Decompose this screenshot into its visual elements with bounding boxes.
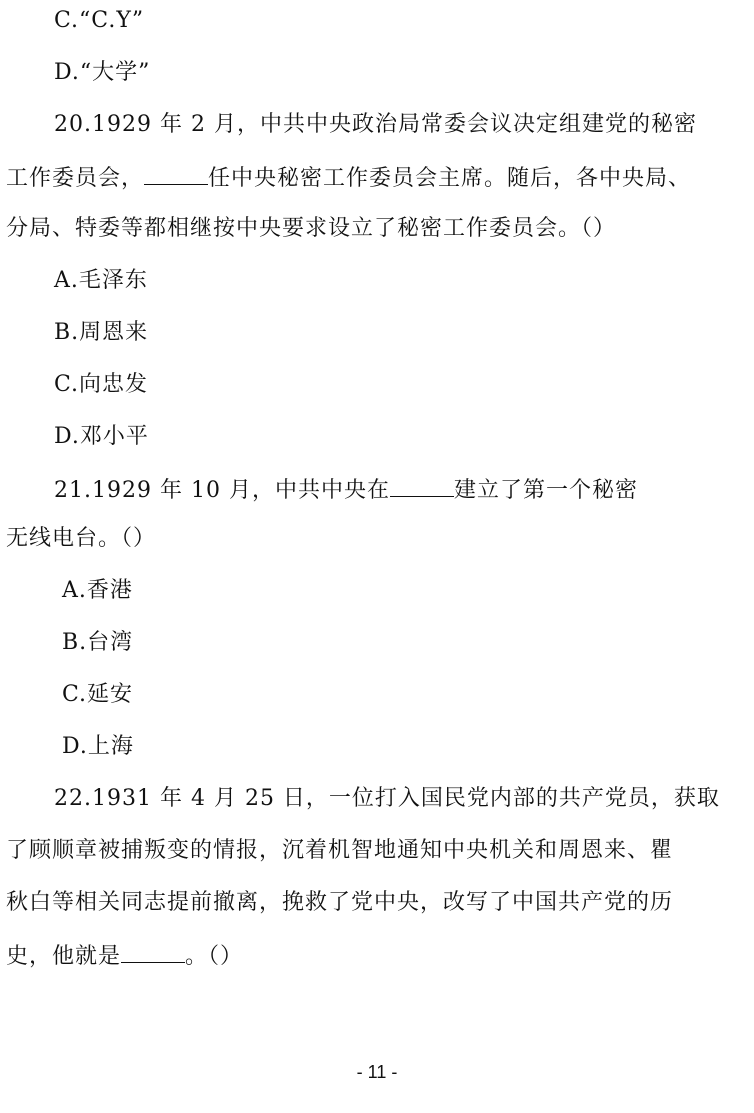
q22-stem-line-3: 秋白等相关同志提前撤离，挽救了党中央，改写了中国共产党的历: [6, 890, 674, 915]
q22-stem-line-4-after: 。（）: [185, 944, 244, 969]
q22-stem-line-4-before: 史，他就是: [6, 944, 122, 969]
q21-stem-line-1-before: 21.1929 年 10 月，中共中央在: [54, 478, 390, 503]
q22-stem-line-1: 22.1931 年 4 月 25 日，一位打入国民党内部的共产党员，获取: [54, 786, 720, 811]
q20-option-d: D.邓小平: [54, 424, 149, 449]
q20-stem-line-2-after: 任中央秘密工作委员会主席。随后，各中央局、: [208, 166, 692, 191]
q22-answer-blank: [121, 940, 185, 963]
q20-stem-line-2-before: 工作委员会，: [6, 166, 145, 191]
q19-option-d: D.“大学”: [54, 60, 151, 85]
q20-stem-line-1: 20.1929 年 2 月，中共中央政治局常委会议决定组建党的秘密: [54, 112, 697, 137]
q21-stem-line-1-after: 建立了第一个秘密: [453, 478, 638, 503]
q21-answer-blank: [390, 474, 454, 497]
q21-option-d: D.上海: [62, 734, 134, 759]
page-number: - 11 -: [356, 1062, 398, 1082]
q20-option-a: A.毛泽东: [54, 268, 148, 293]
q21-stem-line-1: [54, 474, 638, 506]
q21-option-a: A.香港: [62, 578, 133, 603]
q19-option-c: C.“C.Y”: [54, 8, 145, 33]
q21-option-c: C.延安: [62, 682, 134, 707]
q22-stem-line-2: 了顾顺章被捕叛变的情报，沉着机智地通知中央机关和周恩来、瞿: [6, 838, 674, 863]
q21-stem-line-2: 无线电台。（）: [6, 526, 157, 551]
q21-option-b: B.台湾: [62, 630, 134, 655]
q20-option-b: B.周恩来: [54, 320, 149, 345]
q20-answer-blank: [144, 162, 208, 185]
q20-stem-line-3: 分局、特委等都相继按中央要求设立了秘密工作委员会。（）: [6, 216, 617, 241]
q20-stem-line-2: [6, 162, 691, 194]
q20-option-c: C.向忠发: [54, 372, 149, 397]
q22-stem-line-4: [6, 940, 243, 972]
